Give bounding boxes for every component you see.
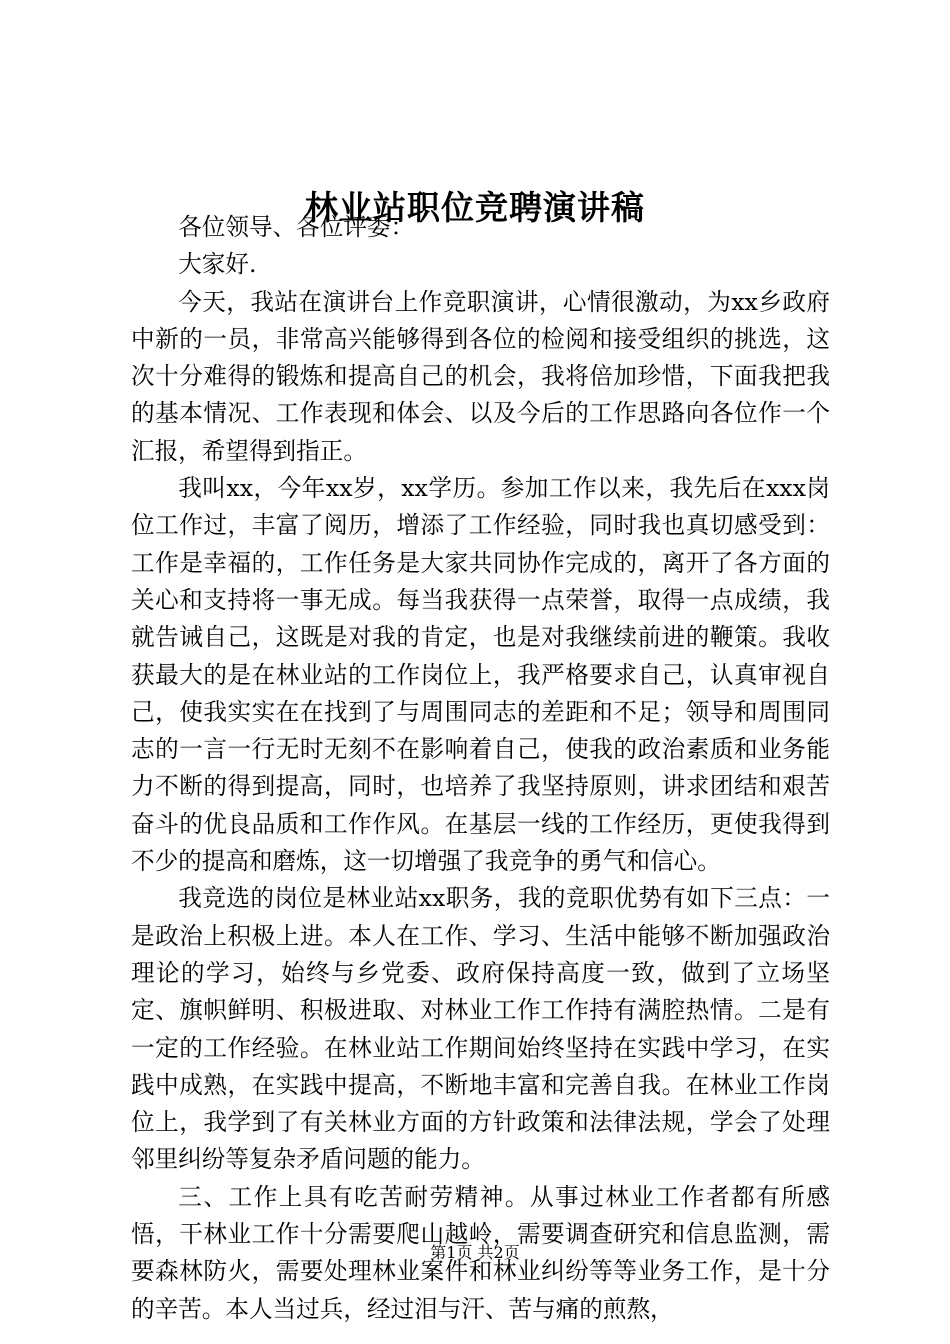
document-title: 林业站职位竞聘演讲稿	[305, 188, 645, 227]
page-footer: 第1页 共2页	[430, 1243, 520, 1262]
paragraph-advantages: 我竞选的岗位是林业站xx职务，我的竞职优势有如下三点：一是政治上积极上进。本人在工作、学习、生活中能够不断加强政治理论的学习，始终与乡党委、政府保持高度一致，做到了立场坚定、旗帜鲜明、积极进取、对林业工作工作持有满腔热情。二是有一定的工作经验。在林业站工作期间始终坚持在实践中学习，在实践中成熟，在实践中提高，不断地丰富和完善自我。在林业工作岗位上，我学到了有关林业方面的方针政策和法律法规，学会了处理邻里纠纷等复杂矛盾问题的能力。	[131, 884, 830, 1174]
paragraph-background: 我叫xx，今年xx岁，xx学历。参加工作以来，我先后在xxx岗位工作过，丰富了阅历，增添了工作经验，同时我也真切感受到：工作是幸福的，工作任务是大家共同协作完成的，离开了各方面的关心和支持将一事无成。每当我获得一点荣誉，取得一点成绩，我就告诫自己，这既是对我的肯定，也是对我继续前进的鞭策。我收获最大的是在林业站的工作岗位上，我严格要求自己，认真审视自己，使我实实在在找到了与周围同志的差距和不足；领导和周围同志的一言一行无时无刻不在影响着自己，使我的政治素质和业务能力不断的得到提高，同时，也培养了我坚持原则，讲求团结和艰苦奋斗的优良品质和工作作风。在基层一线的工作经历，更使我得到不少的提高和磨炼，这一切增强了我竞争的勇气和信心。	[131, 474, 830, 876]
document-body	[131, 209, 830, 1328]
paragraph-hardworking: 三、工作上具有吃苦耐劳精神。从事过林业工作者都有所感悟，干林业工作十分需要爬山越岭，需要调查研究和信息监测，需要森林防火，需要处理林业案件和林业纠纷等等业务工作，是十分的辛苦。本人当过兵，经过泪与汗、苦与痛的煎熬，	[131, 1182, 830, 1323]
paragraph-intro: 今天，我站在演讲台上作竞职演讲，心情很激动，为xx乡政府中新的一员，非常高兴能够得到各位的检阅和接受组织的挑选，这次十分难得的锻炼和提高自己的机会，我将倍加珍惜，下面我把我的基本情况、工作表现和体会、以及今后的工作思路向各位作一个汇报，希望得到指正。	[131, 287, 830, 465]
paragraph-salutation: 各位领导、各位评委：	[178, 213, 415, 241]
paragraph-greeting: 大家好.	[178, 250, 257, 279]
